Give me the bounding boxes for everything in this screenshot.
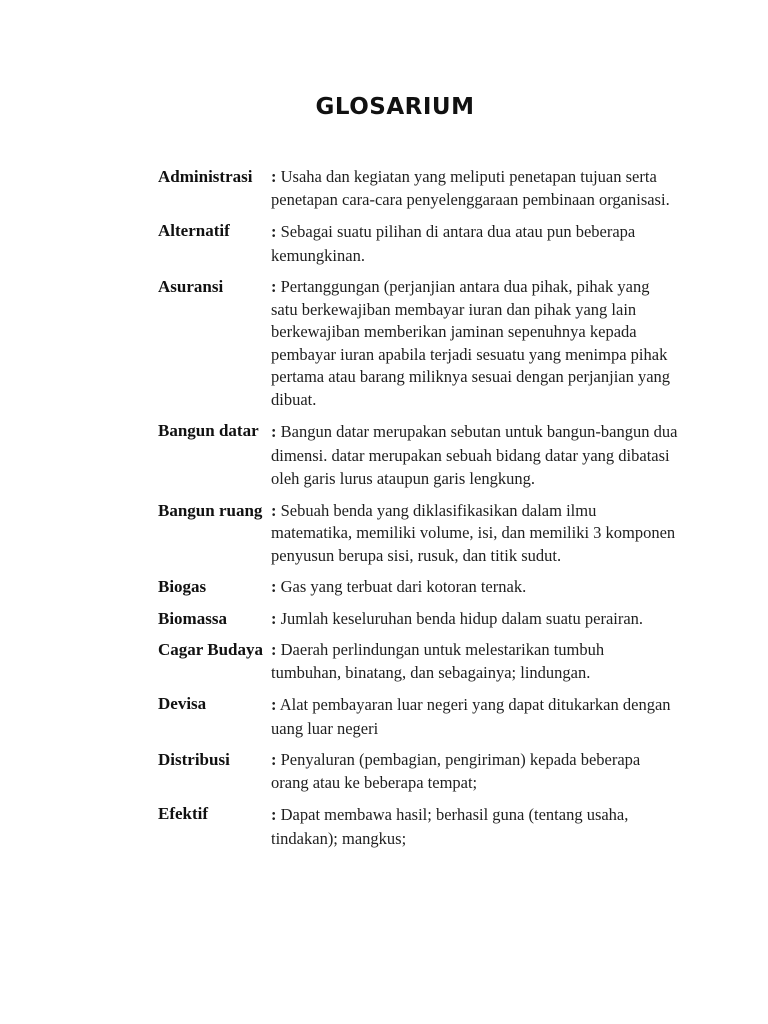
colon-separator: : [271, 577, 277, 596]
glossary-term: Devisa [158, 694, 207, 713]
colon-separator: : [271, 277, 277, 296]
glossary-entry-distribusi [158, 749, 678, 794]
colon-separator: : [271, 750, 277, 769]
glossary-entry-alternatif [158, 220, 678, 267]
glossary-entry-bangun-ruang [158, 500, 678, 568]
colon-separator: : [271, 222, 277, 241]
glossary-entry-biogas [158, 576, 678, 599]
glossary-entry-efektif [158, 803, 678, 850]
glossary-term: Asuransi [158, 277, 224, 296]
glossary-term: Bangun datar [158, 421, 259, 440]
glossary-term: Bangun ruang [158, 500, 263, 520]
definition-text: Gas yang terbuat dari kotoran ternak. [280, 577, 527, 596]
glossary-definition [271, 166, 678, 211]
definition-text: Jumlah keseluruhan benda hidup dalam suatu perairan. [280, 608, 644, 628]
glossary-definition [271, 639, 678, 684]
glossary-definition [271, 220, 678, 267]
colon-separator: : [271, 422, 277, 441]
glossary-term: Cagar Budaya [158, 640, 264, 659]
colon-separator: : [271, 805, 277, 824]
colon-separator: : [271, 640, 277, 659]
glossary-definition [271, 576, 678, 599]
definition-text: Pertanggungan (perjanjian antara dua pihak, pihak yang satu berkewajiban membayar iuran dan pihak yang lain berkewajiban memberikan jaminan sepenuhnya kepada pembayar iuran apabila terjadi sesuatu yang menimpa pihak pertama atau barang miliknya sesuai dengan perjanjian yang dibuat. [271, 277, 671, 409]
colon-separator: : [271, 500, 277, 520]
colon-separator: : [271, 167, 277, 186]
glossary-entry-bangun-datar [158, 420, 678, 491]
glossary-entry-administrasi [158, 166, 678, 211]
glossary-list [158, 166, 678, 859]
definition-text: Dapat membawa hasil; berhasil guna (tentang usaha, tindakan); mangkus; [271, 805, 629, 848]
glossary-definition [271, 749, 678, 794]
glossary-definition [271, 500, 678, 568]
glossary-term: Biogas [158, 577, 207, 596]
glossary-term: Distribusi [158, 750, 230, 769]
glossary-definition [271, 276, 678, 411]
glossary-entry-asuransi [158, 276, 678, 411]
glossary-term: Efektif [158, 804, 209, 823]
colon-separator: : [271, 695, 277, 714]
glossary-definition [271, 803, 678, 850]
definition-text: Daerah perlindungan untuk melestarikan tumbuh tumbuhan, binatang, dan sebagainya; lindungan. [271, 640, 605, 682]
definition-text: Penyaluran (pembagian, pengiriman) kepada beberapa orang atau ke beberapa tempat; [271, 750, 641, 792]
page-title: GLOSARIUM [315, 94, 475, 120]
glossary-entry-cagar-budaya [158, 639, 678, 684]
glossary-term: Alternatif [158, 221, 230, 240]
definition-text: Usaha dan kegiatan yang meliputi penetapan tujuan serta penetapan cara-cara penyelenggaraan pembinaan organisasi. [271, 167, 670, 209]
glossary-entry-biomassa [158, 608, 678, 631]
definition-text: Bangun datar merupakan sebutan untuk bangun-bangun dua dimensi. datar merupakan sebuah bidang datar yang dibatasi oleh garis lurus ataupun garis lengkung. [271, 422, 678, 488]
glossary-entry-devisa [158, 693, 678, 740]
definition-text: Alat pembayaran luar negeri yang dapat ditukarkan dengan uang luar negeri [271, 695, 671, 738]
glossary-term: Administrasi [158, 167, 253, 186]
definition-text: Sebuah benda yang diklasifikasikan dalam ilmu matematika, memiliki volume, isi, dan memiliki 3 komponen penyusun berupa sisi, rusuk, dan titik sudut. [271, 500, 676, 565]
glossary-definition [271, 420, 678, 491]
glossary-definition [271, 693, 678, 740]
glossary-term: Biomassa [158, 608, 227, 628]
colon-separator: : [271, 608, 277, 628]
glossary-definition [271, 608, 678, 631]
definition-text: Sebagai suatu pilihan di antara dua atau pun beberapa kemungkinan. [271, 222, 636, 265]
